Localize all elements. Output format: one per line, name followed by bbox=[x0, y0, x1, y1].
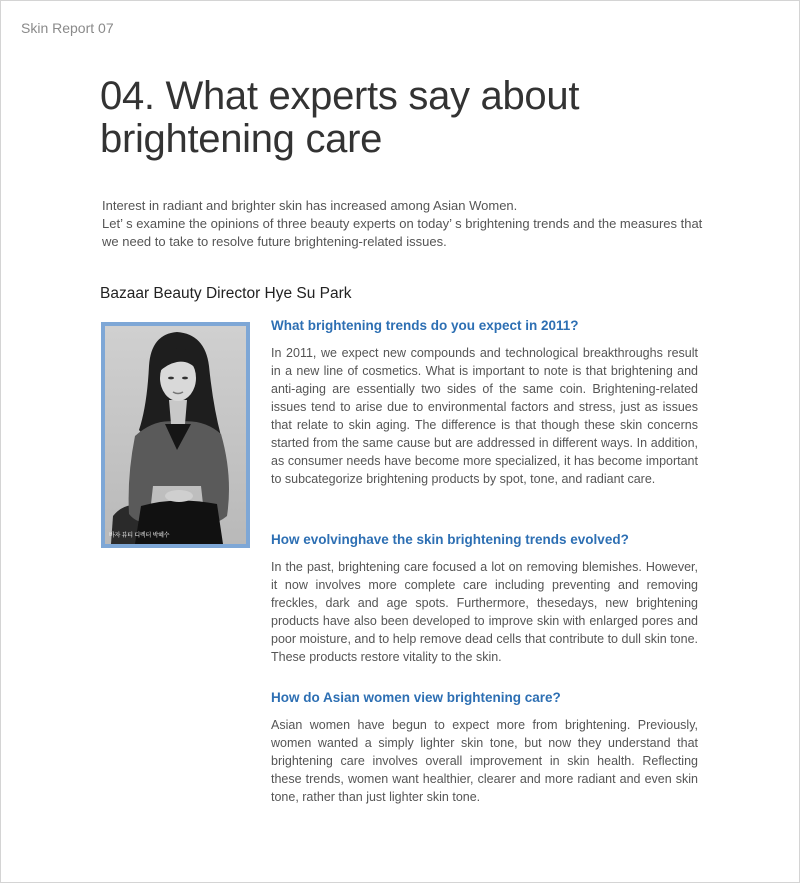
intro-line-2: Let’ s examine the opinions of three beauty experts on today’ s brightening trends and the measures that we need to take to resolve future brightening-related issues. bbox=[102, 216, 703, 249]
question-heading: How do Asian women view brightening care? bbox=[271, 690, 561, 705]
photo-caption: 바자 뷰티 디렉터 박혜수 bbox=[109, 533, 170, 539]
question-heading: What brightening trends do you expect in 2011? bbox=[271, 318, 579, 333]
qa-block-asian-women-view bbox=[271, 690, 698, 806]
expert-photo bbox=[105, 326, 246, 544]
intro-line-1: Interest in radiant and brighter skin has increased among Asian Women. bbox=[102, 198, 518, 213]
expert-photo-frame bbox=[101, 322, 250, 548]
answer-paragraph: In the past, brightening care focused a lot on removing blemishes. However, it now involves more complete care including preventing and removing freckles, dark and age spots. Furthermore, thesedays, new brightening products have also been developed to improve skin with enlarged pores and poor moisture, and to help remove dead cells that contribute to dull skin tone. These products restore vitality to the skin. bbox=[271, 560, 698, 664]
question-heading: How evolvinghave the skin brightening trends evolved? bbox=[271, 532, 629, 547]
expert-portrait-illustration bbox=[105, 326, 246, 544]
qa-block-trends-evolved bbox=[271, 532, 698, 666]
qa-block-trends-2011 bbox=[271, 318, 698, 488]
answer-paragraph: In 2011, we expect new compounds and technological breakthroughs result in a new line of cosmetics. What is important to note is that brightening and anti-aging are essentially two sides of the same coin. Brightening-related issues tend to arise due to environmental factors and stress, just as issues that relate to skin aging. The difference is that though these skin concerns started from the same cause but are addressed in different ways. In addition, as consumer needs have become more specialized, it has become important to subcategorize brightening products by spot, tone, and radiant care. bbox=[271, 346, 698, 486]
page-title: 04. What experts say about brightening care bbox=[100, 74, 580, 161]
answer-paragraph: Asian women have begun to expect more from brightening. Previously, women wanted a simply lighter skin tone, but now they understand that brightening care involves overall improvement in skin health. Reflecting these trends, women want healthier, clearer and more radiant and even skin tone, rather than just lighter skin tone. bbox=[271, 718, 698, 804]
report-label: Skin Report 07 bbox=[21, 20, 114, 36]
intro-text bbox=[102, 197, 712, 251]
expert-name: Bazaar Beauty Director Hye Su Park bbox=[100, 285, 352, 302]
